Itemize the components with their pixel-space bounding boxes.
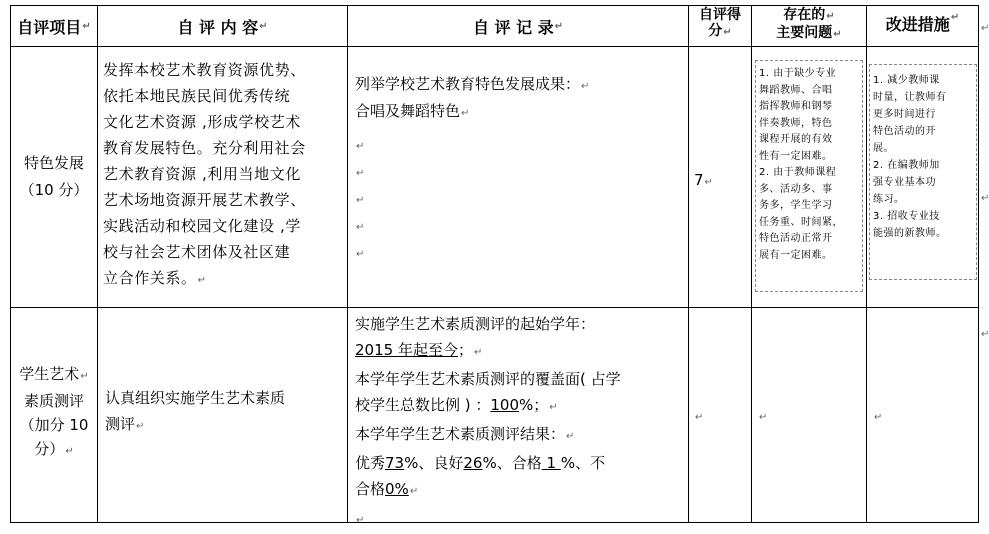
- row1-content: 发挥本校艺术教育资源优势、 依托本地民族民间优秀传统 文化艺术资源 ,形成学校艺术 教育发展特色。充分利用社会 艺术教育资源 ,利用当地文化 艺术场地资源开展艺术教学、 实践活动和校园文化建设 ,学 校与社会艺术团体及社区建 立合作关系。↵: [103, 61, 306, 287]
- header-problem: 存在的↵ 主要问题↵: [776, 7, 842, 41]
- header-item: 自评项目 ↵: [17, 17, 91, 37]
- row-end-mark: ↵: [981, 193, 989, 204]
- row1-measures: 1. 减少教师课 时量，让教师有 更多时间进行 特色活动的开 展。 2. 在编教师加 强专业基本功 练习。 3. 招收专业技 能强的新教师。: [873, 75, 947, 239]
- col-line: [97, 5, 98, 523]
- row-end-mark: ↵: [981, 23, 989, 34]
- row2-record: 实施学生艺术素质测评的起始学年： 2015 年起至今；↵ 本学年学生艺术素质测评的覆盖面( 占学 校学生总数比例 ) ：100%；↵ 本学年学生艺术素质测评结果：↵ 优秀73%、良好26%、合格 1 %、不 合格0%↵ ↵: [355, 315, 621, 526]
- col-line: [688, 5, 689, 523]
- col-line: [978, 5, 979, 523]
- header-record: 自 评 记 录 ↵: [472, 17, 564, 37]
- header-measure: 改进措施 ↵: [885, 12, 960, 34]
- row2-item: 学生艺术↵ 素质测评 （加分 10 分）↵: [19, 365, 89, 458]
- row-divider: [10, 307, 979, 308]
- col-line: [347, 5, 348, 523]
- row2-measures: ↵: [874, 412, 883, 423]
- row2-content: 认真组织实施学生艺术素质 测评↵: [105, 389, 286, 433]
- row-end-mark: ↵: [981, 329, 989, 340]
- header-content: 自 评 内 容 ↵: [177, 17, 268, 37]
- row2-problems: ↵: [759, 412, 768, 423]
- row1-item: 特色发展 （10 分）: [19, 154, 89, 199]
- header-score: 自评得分↵: [699, 7, 741, 39]
- row1-record: 列举学校艺术教育特色发展成果：↵ 合唱及舞蹈特色↵ ↵ ↵ ↵ ↵ ↵: [355, 75, 590, 260]
- row1-problems: 1. 由于缺少专业 舞蹈教师、合唱 指挥教师和钢琴 伴奏教师，特色 课程开展的有效 性有一定困难。 2. 由于教师课程 多、活动多、事 务多，学生学习 任务重、时间紧， 特色活动正常开 展有一定困难。: [759, 68, 843, 261]
- col-line: [866, 5, 867, 523]
- row2-score: ↵: [695, 412, 704, 423]
- col-line: [751, 5, 752, 523]
- row1-score: 7↵: [694, 171, 713, 189]
